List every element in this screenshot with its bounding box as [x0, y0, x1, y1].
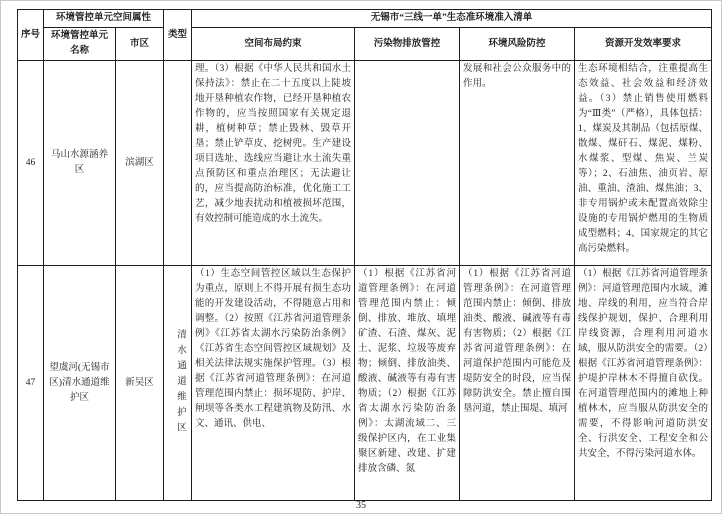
row47-district-cell: 新吴区: [116, 266, 164, 501]
row46-unit-name-cell: 马山水源涵养区: [44, 61, 116, 266]
row46-spatial-cell: 理。（3）根据《中华人民共和国水土保持法》：禁止在二十五度以上陡坡地开垦种植农作物，已经开垦种植农作物的，应当按照国家有关规定退耕，植树种草；禁止毁林、毁草开垦；禁止铲草皮、挖树兜。生产建设项目选址、选线应当避让水土流失重点预防区和重点治理区；无法避让的，应当提高防治标准，优化施工工艺，减少地表扰动和植被损坏范围，有效控制可能造成的水土流失。: [192, 61, 355, 266]
col-header-pollutant-control: 污染物排放管控: [355, 28, 460, 61]
row47-type-text: 清水通道维护区: [175, 328, 186, 438]
col-group-unit-attributes: 环境管控单元空间属性: [44, 10, 164, 28]
row47-pollutant-cell: （1）根据《江苏省河道管理条例》：在河道管理范围内禁止：倾倒、排放、堆放、填埋矿渣、石渣、煤灰、泥土、泥浆、垃圾等废弃物；倾倒、排放油类、酸液、碱液等有毒有害物质；（2）根据《江苏省太湖水污染防治条例》：太湖流域二、三级保护区内，在工业集聚区新建、改建、扩建排放含磷、氮: [355, 266, 460, 501]
row47-risk-cell: （1）根据《江苏省河道管理条例》：在河道管理范围内禁止：倾倒、排放油类、酸液、碱液等有毒有害物质；（2）根据《江苏省河道管理条例》：在河道保护范围内可能危及堤防安全的时段，应当保障防洪安全。禁止擅自围垦河道，禁止围堤、填河: [460, 266, 575, 501]
row47-spatial-cell: （1）生态空间管控区域以生态保护为重点，原则上不得开展有损生态功能的开发建设活动，不得随意占用和调整。（2）按照《江苏省河道管理条例》《江苏省太湖水污染防治条例》《江苏省生态空间管控区域规划》及相关法律法规实施保护管理。（3）根据《江苏省河道管理条例》：在河道管理范围内禁止：损坏堤防、护岸、闸坝等各类水工程建筑物及防汛、水文、通讯、供电、: [192, 266, 355, 501]
col-header-type: 类型: [164, 10, 192, 61]
col-header-unit-name: 环境管控单元名称: [44, 28, 116, 61]
row47-resource-cell: （1）根据《江苏省河道管理条例》：河道管理范围内水域、滩地、岸线的利用，应当符合岸线保护规划，保护、合理利用岸线资源，合理利用河道水域，服从防洪安全的需要。（2）根据《江苏省河道管理条例》：护堤护岸林木不得擅自砍伐。在河道管理范围内的滩地上种植林木，应当服从防洪安全的需要，不得影响河道防洪安全、行洪安全、工程安全和公共安全，不得污染河道水体。: [575, 266, 712, 501]
row46-resource-cell: 生态环境相结合，注重提高生态效益、社会效益和经济效益。（3）禁止销售使用燃料为“Ⅲ类”（严格），具体包括：1、煤炭及其制品（包括原煤、散煤、煤矸石、煤泥、煤粉、水煤浆、型煤、焦炭、兰炭等）；2、石油焦、油页岩、原油、重油、渣油、煤焦油；3、非专用锅炉或未配置高效除尘设施的专用锅炉燃用的生物质成型燃料；4、国家规定的其它高污染燃料。: [575, 61, 712, 266]
col-group-access-list-title: 无锡市“三线一单”生态准环境准入清单: [192, 10, 712, 28]
row47-type-cell: [164, 266, 192, 501]
col-header-resource-efficiency: 资源开发效率要求: [575, 28, 712, 61]
row46-type-cell: [164, 61, 192, 266]
row47-unit-name-cell: 望虞河(无锡市区)清水通道维护区: [44, 266, 116, 501]
col-header-seq: 序号: [18, 10, 44, 61]
row46-district-cell: 滨湖区: [116, 61, 164, 266]
row46-pollutant-cell: [355, 61, 460, 266]
col-header-spatial-constraints: 空间布局约束: [192, 28, 355, 61]
table-row-47: [18, 266, 712, 501]
row46-seq-cell: 46: [18, 61, 44, 266]
table-row-46: [18, 61, 712, 266]
row47-seq-cell: 47: [18, 266, 44, 501]
row46-risk-cell: 发展和社会公众服务中的作用。: [460, 61, 575, 266]
page-number: 35: [356, 500, 366, 511]
col-header-risk-prevention: 环境风险防控: [460, 28, 575, 61]
main-table: [17, 9, 712, 501]
col-header-district: 市区: [116, 28, 164, 61]
